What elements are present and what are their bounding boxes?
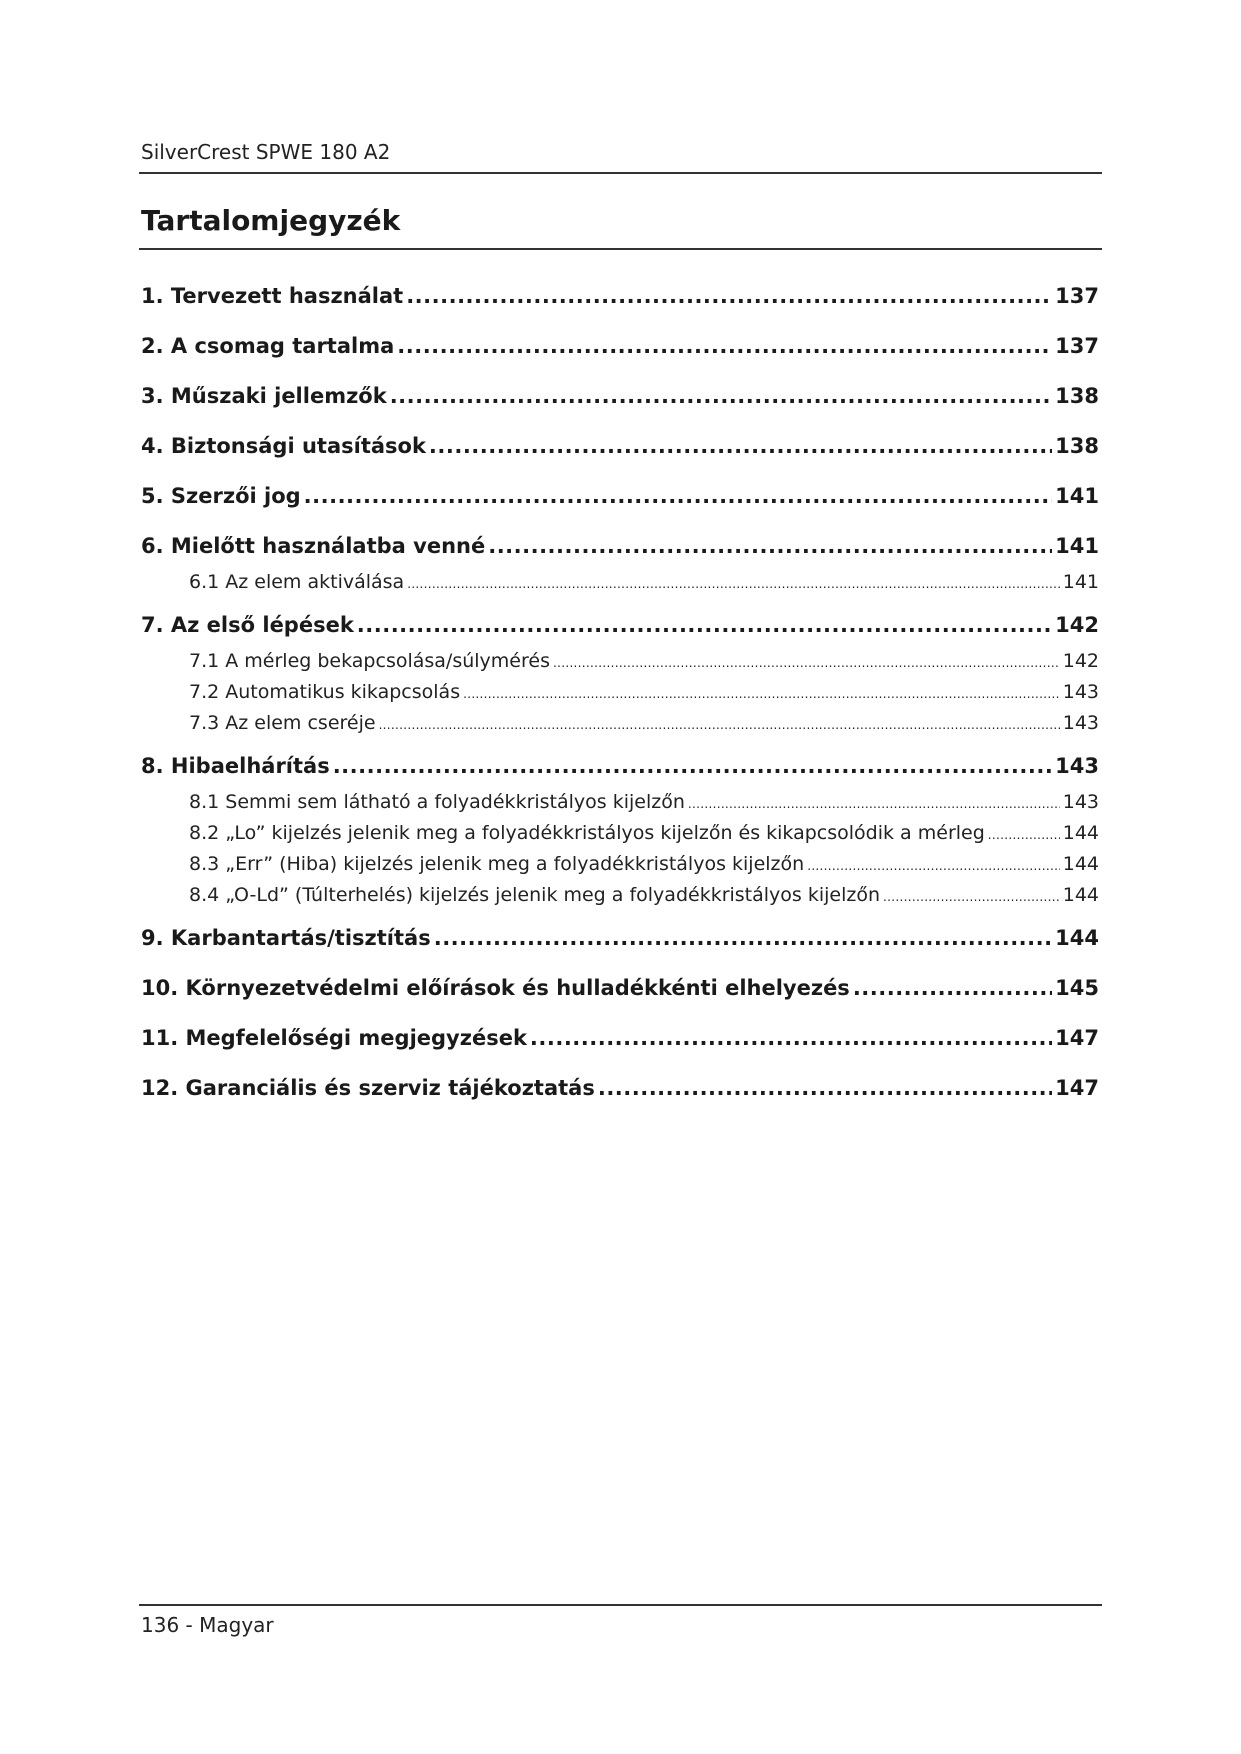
dot-leader [530, 1018, 1052, 1058]
toc-entry[interactable] [141, 605, 1099, 646]
table-of-contents [141, 276, 1099, 1118]
toc-entry-title: 12. Garanciális és szerviz tájékoztatás [141, 1076, 595, 1100]
toc-subentry[interactable] [141, 787, 1099, 818]
dot-leader [488, 526, 1052, 566]
toc-entry-title: 1. Tervezett használat [141, 284, 404, 308]
dot-leader [304, 476, 1052, 516]
toc-entry-title: 8.2 „Lo” kijelzés jelenik meg a folyadékkristályos kijelzőn és kikapcsolódik a mérleg [189, 822, 985, 844]
toc-entry-title: 8.1 Semmi sem látható a folyadékkristályos kijelzőn [189, 791, 685, 813]
toc-entry-title: 4. Biztonsági utasítások [141, 434, 426, 458]
toc-page-number: 143 [1055, 754, 1099, 778]
document-page [139, 0, 1102, 1754]
toc-page-number: 145 [1055, 976, 1099, 1000]
toc-subentry[interactable] [141, 849, 1099, 880]
footer-rule [139, 1604, 1102, 1606]
toc-subentry[interactable] [141, 677, 1099, 708]
toc-entry-title: 2. A csomag tartalma [141, 334, 395, 358]
toc-page-number: 142 [1055, 613, 1099, 637]
dot-leader [463, 679, 1060, 709]
dot-leader [553, 648, 1060, 678]
dot-leader [357, 605, 1052, 645]
toc-page-number: 143 [1062, 712, 1099, 734]
toc-page-number: 144 [1055, 926, 1099, 950]
toc-entry[interactable] [141, 326, 1099, 376]
toc-entry[interactable] [141, 918, 1099, 968]
dot-leader [406, 276, 1052, 316]
toc-entry-title: 7.1 A mérleg bekapcsolása/súlymérés [189, 650, 550, 672]
dot-leader [807, 851, 1060, 881]
toc-entry-title: 11. Megfelelőségi megjegyzések [141, 1026, 527, 1050]
dot-leader [988, 820, 1060, 850]
page-title: Tartalomjegyzék [141, 204, 401, 237]
toc-page-number: 137 [1055, 334, 1099, 358]
toc-entry-title: 7.3 Az elem cseréje [189, 712, 376, 734]
toc-page-number: 141 [1055, 534, 1099, 558]
toc-entry-title: 3. Műszaki jellemzők [141, 384, 387, 408]
dot-leader [407, 569, 1060, 599]
toc-page-number: 144 [1062, 822, 1099, 844]
toc-page-number: 144 [1062, 853, 1099, 875]
toc-entry[interactable] [141, 1068, 1099, 1118]
dot-leader [883, 882, 1060, 912]
toc-entry[interactable] [141, 746, 1099, 787]
toc-page-number: 141 [1062, 571, 1099, 593]
dot-leader [333, 746, 1052, 786]
dot-leader [379, 710, 1060, 740]
toc-subentry[interactable] [141, 818, 1099, 849]
dot-leader [598, 1068, 1052, 1108]
toc-entry[interactable] [141, 968, 1099, 1018]
toc-entry-title: 5. Szerzői jog [141, 484, 301, 508]
toc-page-number: 138 [1055, 384, 1099, 408]
toc-entry[interactable] [141, 526, 1099, 567]
toc-entry-title: 7.2 Automatikus kikapcsolás [189, 681, 461, 703]
toc-entry-title: 8.3 „Err” (Hiba) kijelzés jelenik meg a folyadékkristályos kijelzőn [189, 853, 805, 875]
toc-page-number: 144 [1062, 884, 1099, 906]
toc-page-number: 141 [1055, 484, 1099, 508]
title-rule [139, 248, 1102, 250]
dot-leader [390, 376, 1052, 416]
toc-entry-title: 9. Karbantartás/tisztítás [141, 926, 431, 950]
page-footer: 136 - Magyar [141, 1613, 274, 1637]
toc-page-number: 147 [1055, 1026, 1099, 1050]
toc-entry-title: 6.1 Az elem aktiválása [189, 571, 405, 593]
toc-entry[interactable] [141, 376, 1099, 426]
running-header: SilverCrest SPWE 180 A2 [141, 140, 391, 164]
toc-page-number: 143 [1062, 681, 1099, 703]
toc-entry-title: 7. Az első lépések [141, 613, 354, 637]
toc-page-number: 143 [1062, 791, 1099, 813]
toc-page-number: 138 [1055, 434, 1099, 458]
toc-entry[interactable] [141, 476, 1099, 526]
dot-leader [429, 426, 1052, 466]
toc-entry-title: 10. Környezetvédelmi előírások és hulladékkénti elhelyezés [141, 976, 850, 1000]
dot-leader [688, 789, 1060, 819]
toc-page-number: 137 [1055, 284, 1099, 308]
toc-subentry[interactable] [141, 880, 1099, 918]
toc-entry[interactable] [141, 276, 1099, 326]
toc-entry-title: 6. Mielőtt használatba venné [141, 534, 486, 558]
toc-entry-title: 8.4 „O-Ld” (Túlterhelés) kijelzés jelenik meg a folyadékkristályos kijelzőn [189, 884, 881, 906]
header-rule [139, 172, 1102, 174]
toc-entry-title: 8. Hibaelhárítás [141, 754, 330, 778]
toc-page-number: 142 [1062, 650, 1099, 672]
dot-leader [434, 918, 1052, 958]
toc-entry[interactable] [141, 1018, 1099, 1068]
toc-subentry[interactable] [141, 708, 1099, 746]
toc-subentry[interactable] [141, 646, 1099, 677]
toc-subentry[interactable] [141, 567, 1099, 605]
toc-page-number: 147 [1055, 1076, 1099, 1100]
dot-leader [397, 326, 1052, 366]
toc-entry[interactable] [141, 426, 1099, 476]
dot-leader [853, 968, 1052, 1008]
